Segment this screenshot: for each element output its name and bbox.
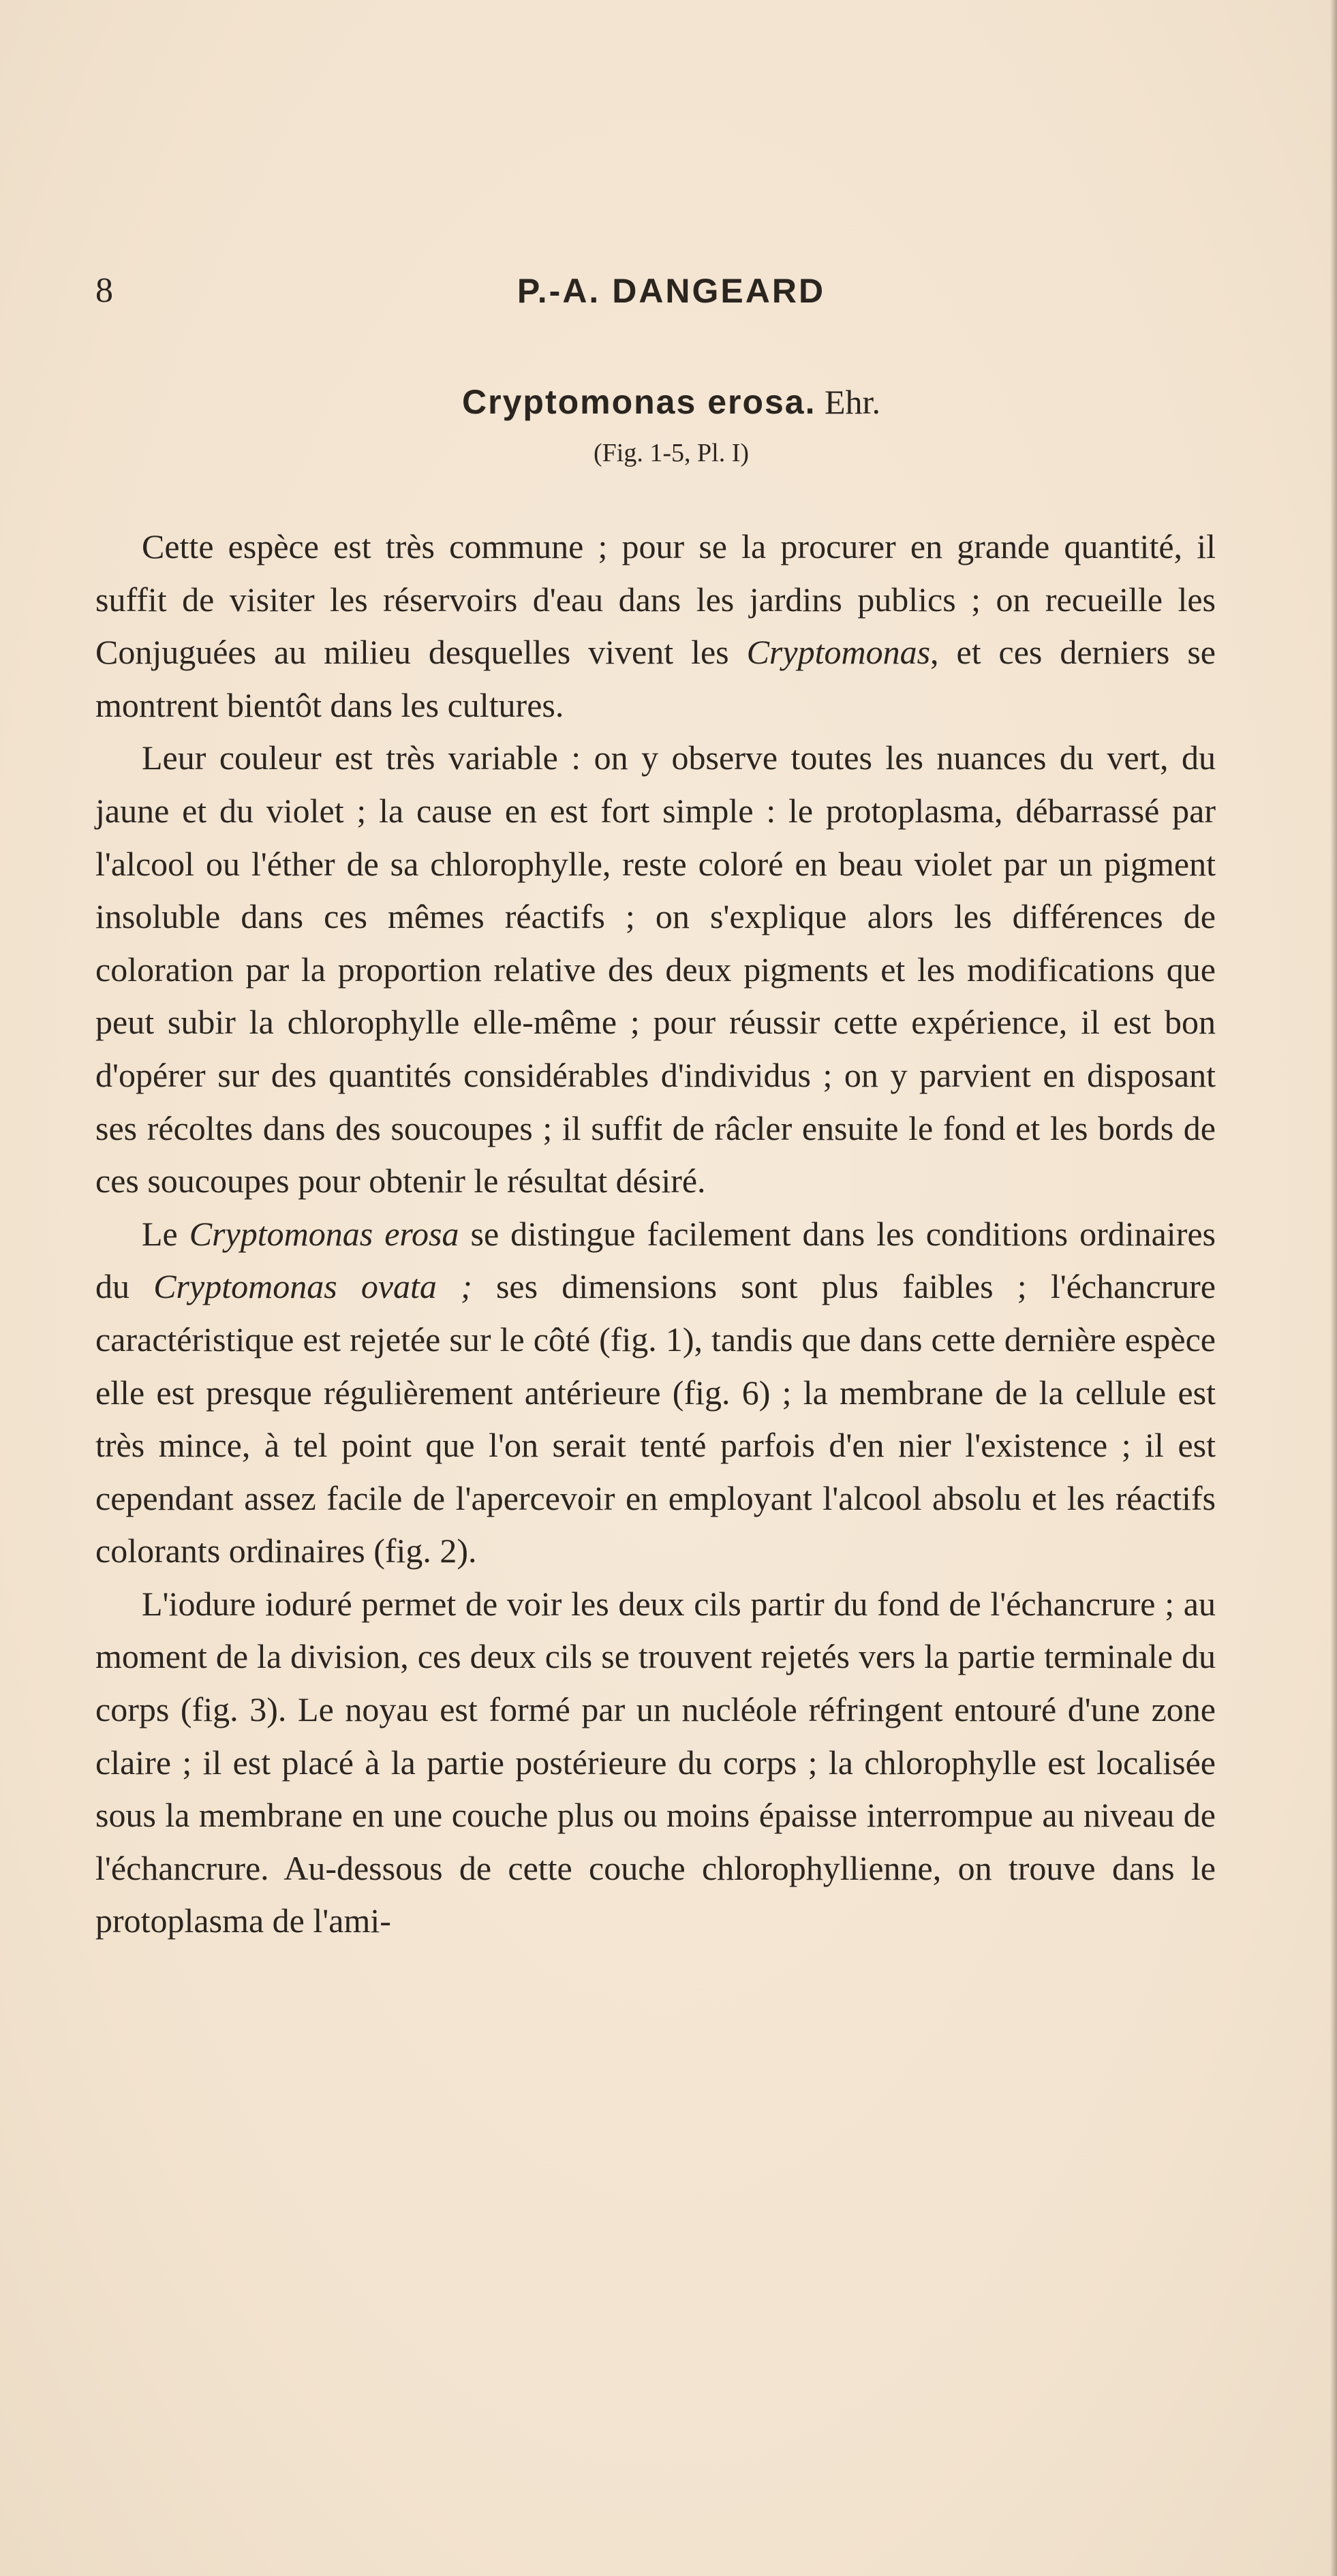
paragraph — [95, 1208, 1216, 1578]
section-heading — [95, 378, 1220, 472]
species-author: Ehr. — [825, 383, 880, 421]
running-head: P.-A. DANGEARD — [517, 272, 826, 310]
section-title — [95, 378, 1220, 426]
paragraph — [95, 1578, 1216, 1948]
paragraph — [95, 732, 1216, 1207]
figure-reference: (Fig. 1-5, Pl. I) — [594, 439, 749, 467]
page-number: 8 — [95, 271, 113, 310]
paragraph-text: , et ces derniers se montrent bientôt dans les cultures. — [95, 633, 1216, 724]
paragraph-text: L'iodure ioduré permet de voir les deux cils partir du fond de l'échancrure ; au moment de la division, ces deux cils se trouvent rejetés vers la partie terminale du corps (fig. 3). Le noyau est formé par un nucléole réfringent entouré d'une zone claire ; il est placé à la partie postérieure du corps ; la chlorophylle est localisée sous la membrane en une couche plus ou moins épaisse interrompue au niveau de l'échancrure. Au-dessous de cette couche chlorophyllienne, on trouve dans le protoplasma de l'ami- — [95, 1584, 1216, 1940]
species-name: Cryptomonas erosa. — [462, 383, 816, 421]
italic-taxon: Cryptomonas erosa — [189, 1214, 459, 1253]
page-header — [95, 267, 1220, 315]
page-edge-shadow — [1330, 0, 1337, 2576]
paragraph-text: Le — [142, 1214, 189, 1253]
paragraph-text: se distingue facilement dans les conditions ordinaires du — [95, 1214, 1216, 1306]
paragraph — [95, 521, 1216, 732]
italic-taxon: Cryptomonas — [746, 633, 931, 672]
paragraph-text: ses dimensions sont plus faibles ; l'échancrure caractéristique est rejetée sur le côté (fig. 1), tandis que dans cette dernière espèce elle est presque régulièrement antérieure (fig. 6) ; la membrane de la cellule est très mince, à tel point que l'on serait tenté parfois d'en nier l'existence ; il est cependant assez facile de l'apercevoir en employant l'alcool absolu et les réactifs colorants ordinaires (fig. 2). — [95, 1267, 1216, 1570]
paragraph-text: Leur couleur est très variable : on y observe toutes les nuances du vert, du jaune et du violet ; la cause en est fort simple : le protoplasma, débarrassé par l'alcool ou l'éther de sa chlorophylle, reste coloré en beau violet par un pigment insoluble dans ces mêmes réactifs ; on s'explique alors les différences de coloration par la proportion relative des deux pigments et les modifications que peut subir la chlorophylle elle-même ; pour réussir cette expérience, il est bon d'opérer sur des quantités considérables d'individus ; on y parvient en disposant ses récoltes dans des soucoupes ; il suffit de râcler ensuite le fond et les bords de ces soucoupes pour obtenir le résultat désiré. — [95, 739, 1216, 1200]
italic-taxon: Cryptomonas ovata ; — [153, 1267, 472, 1306]
paragraph-text: Cette espèce est très commune ; pour se la procurer en grande quantité, il suffit de visiter les réservoirs d'eau dans les jardins publics ; on recueille les Conjuguées au milieu desquelles vivent les — [95, 527, 1216, 672]
body-text — [95, 521, 1216, 1948]
